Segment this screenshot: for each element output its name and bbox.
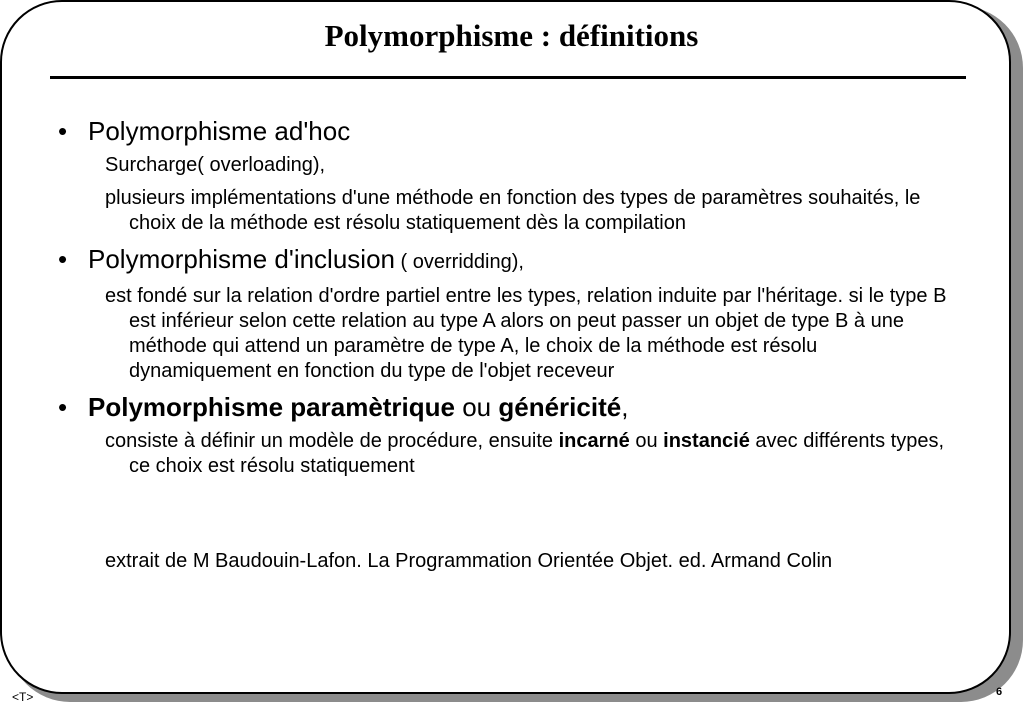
bullet-heading-suffix: ( overridding), [395,251,524,273]
slide-title: Polymorphisme : définitions [324,18,699,53]
spacer [58,487,958,549]
sub-item-text: consiste à définir un modèle de procédure, ensuite [105,430,559,452]
bullet-heading-bold: généricité [498,392,622,422]
bullet-dot: • [58,392,68,422]
bullet-parametric [58,392,958,423]
slide-content [58,116,958,582]
sub-item: Surcharge( overloading), [105,154,326,176]
bullet-heading-bold: Polymorphisme paramètrique [88,392,455,422]
footer-label: <T> [12,690,34,704]
title-underline [50,76,966,79]
reference-text: extrait de M Baudouin-Lafon. La Programmation Orientée Objet. ed. Armand Colin [105,550,833,572]
sub-item: plusieurs implémentations d'une méthode en fonction des types de paramètres souhaités, le choix de la méthode est résolu statiquement dès la compilation [105,187,921,234]
bullet-inclusion [58,244,958,278]
bullet-dot: • [58,244,68,274]
bullet-heading-end: , [621,392,629,422]
bullet-adhoc [58,116,958,147]
sub-item: est fondé sur la relation d'ordre partiel entre les types, relation induite par l'héritage. si le type B est inférieur selon cette relation au type A alors on peut passer un objet de type B à une méthode qui attend un paramètre de type A, le choix de la méthode est résolu dynamiquement en fonction du type de l'objet receveur [105,285,947,382]
sub-item-text: ou [629,430,664,452]
bullet-heading: Polymorphisme ad'hoc [88,116,351,146]
sub-item-bold: instancié [663,430,750,452]
sub-item-bold: incarné [558,430,630,452]
sub-item [105,429,958,479]
bullet-dot: • [58,116,68,146]
bullet-heading-mid: ou [455,392,499,422]
sub-item-text: avec différents types, ce choix est résolu statiquement [129,430,945,477]
page-number: 6 [996,686,1003,698]
bullet-heading: Polymorphisme d'inclusion [88,244,395,274]
